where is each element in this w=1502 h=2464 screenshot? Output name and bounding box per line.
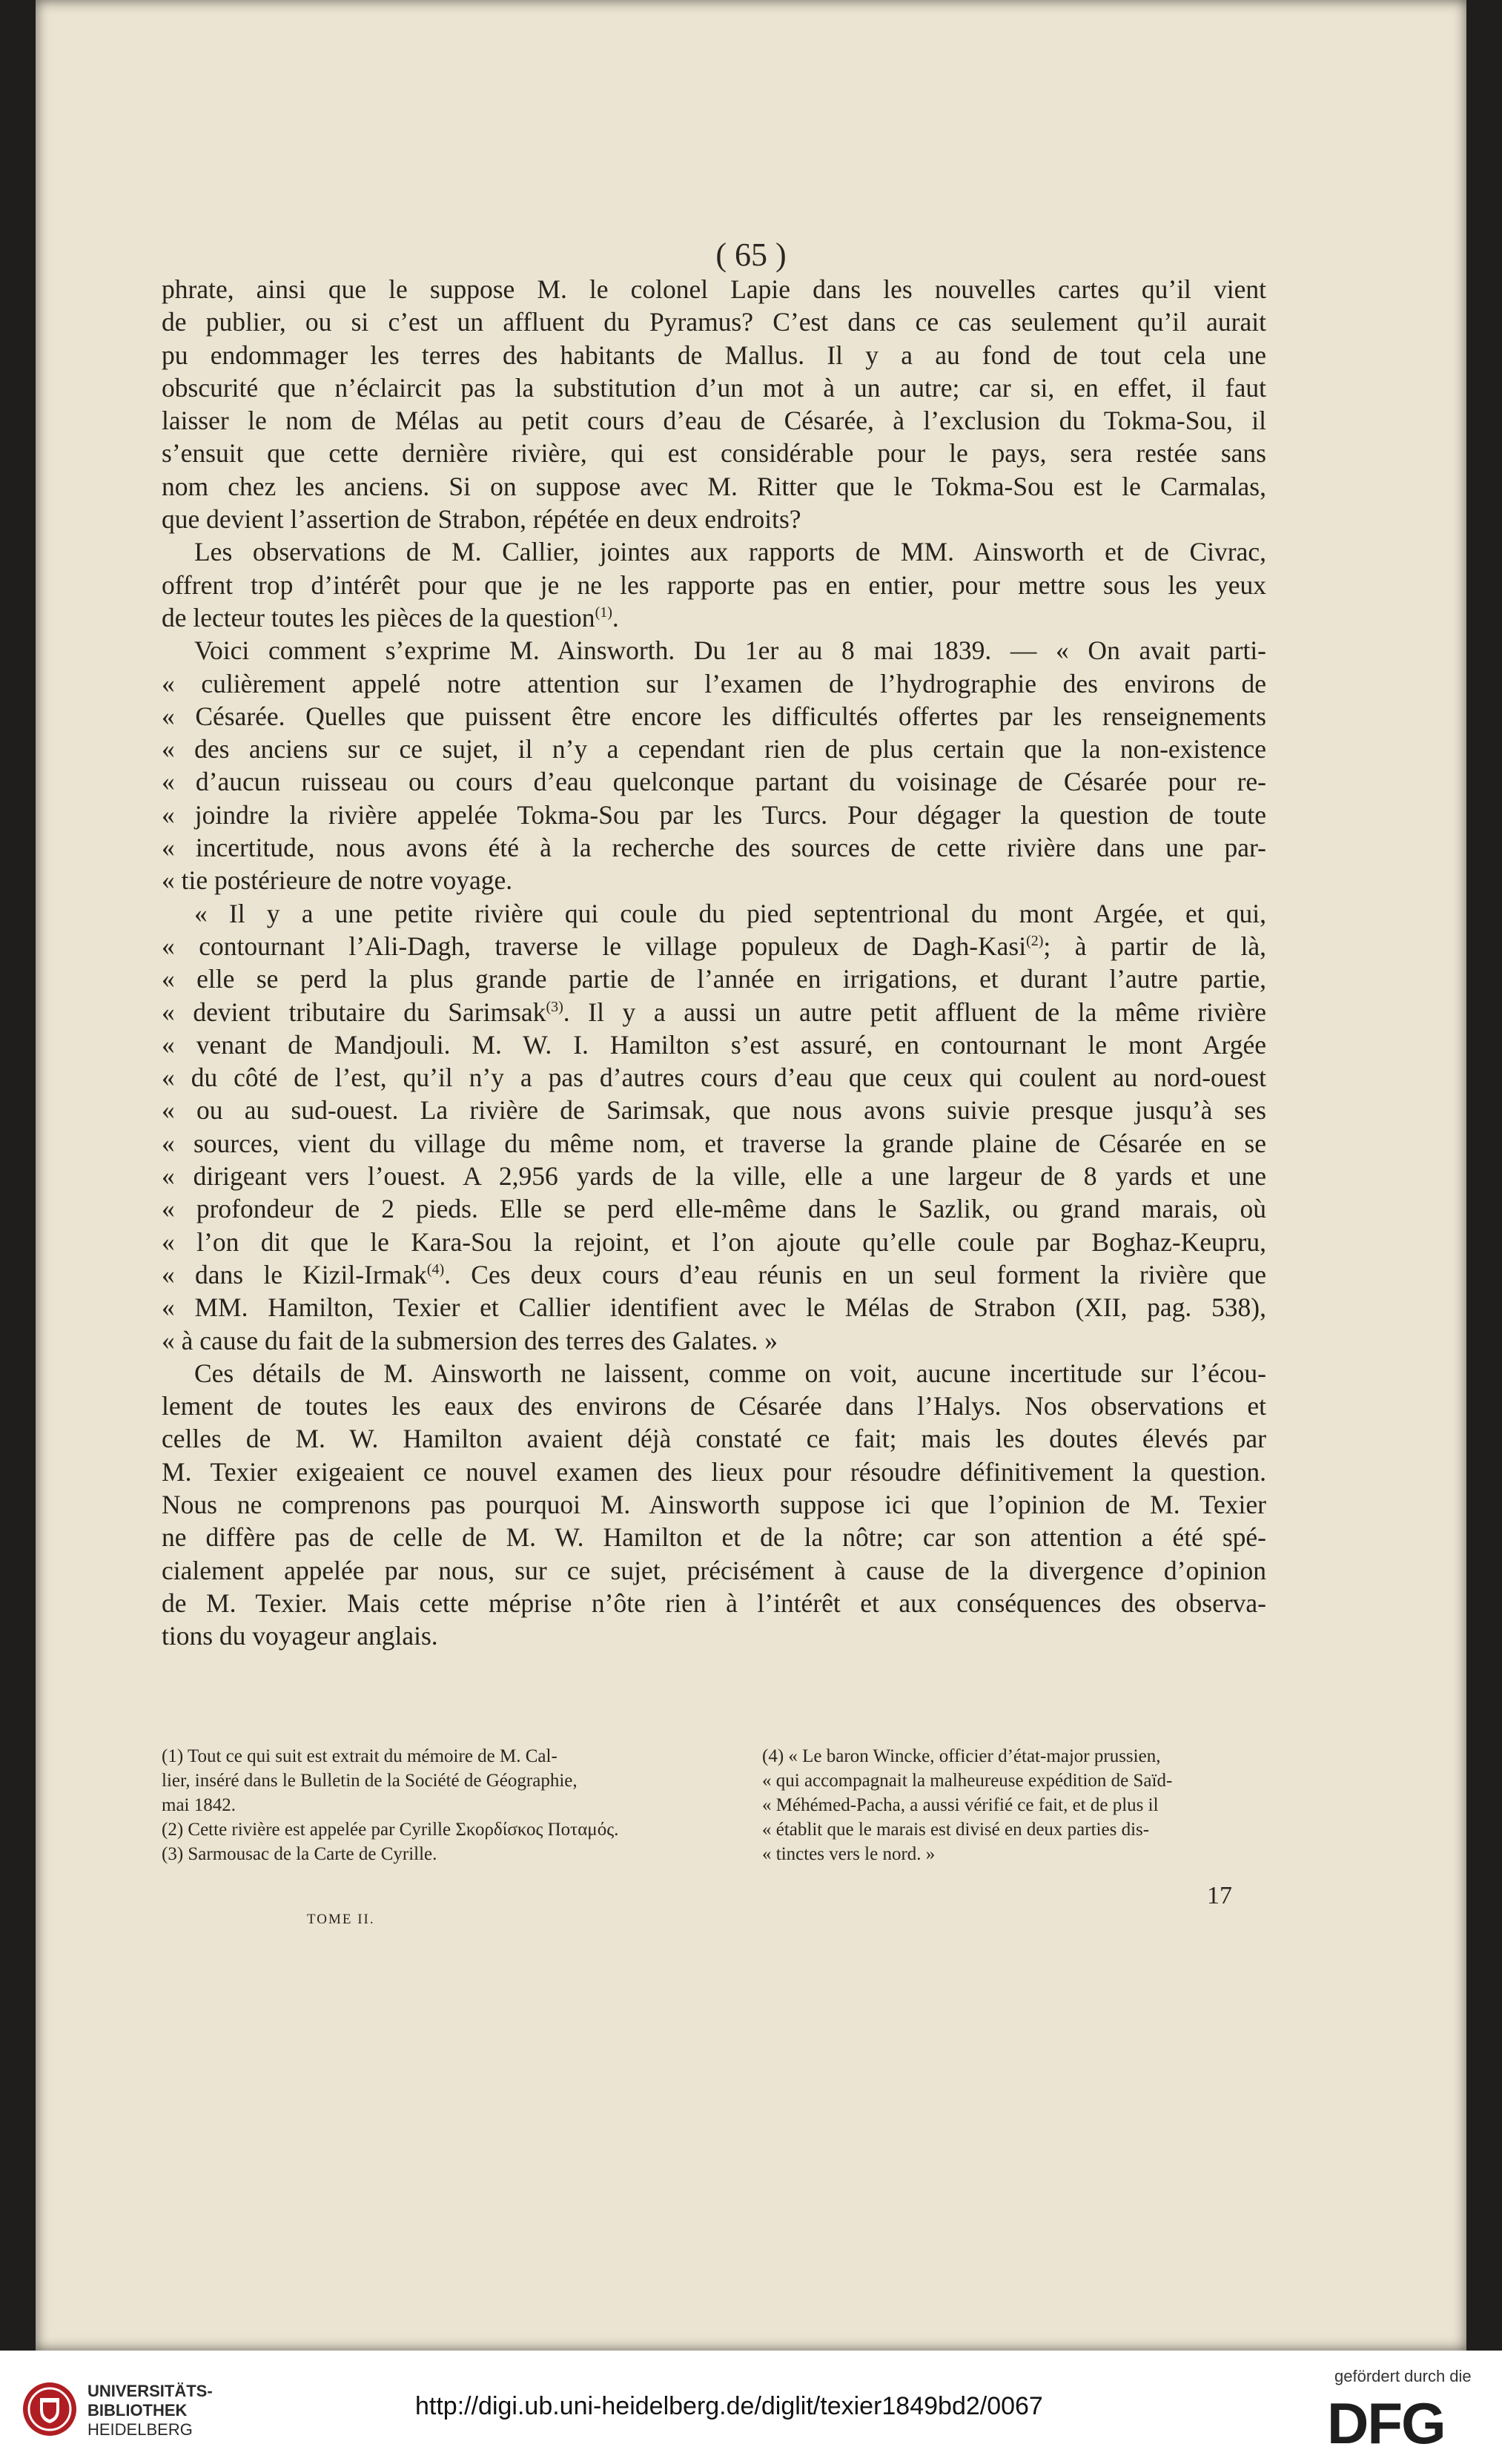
- text-line: « dirigeant vers l’ouest. A 2,956 yards de la ville, elle a une largeur de 8 yards et une: [162, 1161, 1266, 1192]
- page-number: ( 65 ): [715, 237, 787, 273]
- text-line: Ces détails de M. Ainsworth ne laissent, comme on voit, aucune incertitude sur l’écou-: [194, 1358, 1266, 1388]
- institution-line-2: BIBLIOTHEK: [87, 2401, 188, 2420]
- institution-name: [87, 2382, 213, 2440]
- text-line: « dans le Kizil-Irmak$^{(4)}$. Ces deux cours d’eau réunis en un seul forment la rivière que: [162, 1259, 1266, 1289]
- text-line: « devient tributaire du Sarimsak$^{(3)}$. Il y a aussi un autre petit affluent de la même rivière: [162, 997, 1266, 1027]
- institution-line-3: HEIDELBERG: [87, 2420, 193, 2439]
- text-line: « elle se perd la plus grande partie de l’année en irrigations, et durant l’autre partie,: [162, 964, 1266, 994]
- text-line: tions du voyageur anglais.: [162, 1621, 438, 1651]
- text-line: « l’on dit que le Kara-Sou la rejoint, et l’on ajoute qu’elle coule par Boghaz-Keupru,: [162, 1226, 1266, 1257]
- viewer-footer: [0, 2351, 1502, 2464]
- text-line: de publier, ou si c’est un affluent du Pyramus? C’est dans ce cas seulement qu’il aurait: [162, 307, 1266, 337]
- text-line: « incertitude, nous avons été à la recherche des sources de cette rivière dans une par-: [162, 833, 1266, 863]
- text-line: pu endommager les terres des habitants de Mallus. Il y a au fond de tout cela une: [162, 340, 1266, 370]
- footnote-marker: (2): [1026, 933, 1044, 950]
- text-line: nom chez les anciens. Si on suppose avec M. Ritter que le Tokma-Sou est le Carmalas,: [162, 471, 1266, 501]
- volume-label: TOME II.: [307, 1912, 375, 1927]
- footnote-marker: (1): [595, 604, 612, 621]
- text-line: de lecteur toutes les pièces de la question$^{(1)}$.: [162, 602, 619, 632]
- funding-label: gefördert durch die: [1334, 2367, 1472, 2385]
- text-line: « à cause du fait de la submersion des terres des Galates. »: [162, 1325, 778, 1355]
- text-line: « ou au sud-ouest. La rivière de Sarimsak, que nous avons suivie presque jusqu’à ses: [162, 1095, 1266, 1126]
- footnote-line: « établit que le marais est divisé en deux parties dis-: [762, 1820, 1150, 1840]
- footnote-line: « Méhémed-Pacha, a aussi vérifié ce fait, et de plus il: [762, 1795, 1159, 1815]
- text-line: « d’aucun ruisseau ou cours d’eau quelconque partant du voisinage de Césarée pour re-: [162, 767, 1266, 797]
- footnote-line: « tinctes vers le nord. »: [762, 1844, 936, 1864]
- footnote-line: (4) « Le baron Wincke, officier d’état-major prussien,: [762, 1746, 1161, 1766]
- text-line: « des anciens sur ce sujet, il n’y a cependant rien de plus certain que la non-existence: [162, 734, 1266, 764]
- permalink-url[interactable]: http://digi.ub.uni-heidelberg.de/diglit/texier1849bd2/0067: [415, 2392, 1043, 2420]
- footnote-marker: (3): [546, 998, 563, 1015]
- footnote-line: (1) Tout ce qui suit est extrait du mémoire de M. Cal-: [162, 1746, 558, 1766]
- text-line: « du côté de l’est, qu’il n’y a pas d’autres cours d’eau que ceux qui coulent au nord-ouest: [162, 1063, 1266, 1093]
- footnotes-right-column: [762, 1744, 1266, 1866]
- text-line: offrent trop d’intérêt pour que je ne les rapporte pas en entier, pour mettre sous les yeux: [162, 569, 1266, 600]
- footnotes-left-column: [162, 1744, 644, 1866]
- text-line: Les observations de M. Callier, jointes aux rapports de MM. Ainsworth et de Civrac,: [194, 537, 1266, 567]
- text-line: Voici comment s’exprime M. Ainsworth. Du 1er au 8 mai 1839. — « On avait parti-: [194, 635, 1266, 666]
- institution-line-1: UNIVERSITÄTS-: [87, 2382, 213, 2400]
- text-line: s’ensuit que cette dernière rivière, qui est considérable pour le pays, sera restée sans: [162, 438, 1266, 469]
- dfg-logo: DFG: [1327, 2391, 1445, 2456]
- university-seal-icon: [21, 2380, 79, 2438]
- text-line: ne diffère pas de celle de M. W. Hamilton et de la nôtre; car son attention a été spé-: [162, 1522, 1266, 1553]
- text-line: celles de M. W. Hamilton avaient déjà constaté ce fait; mais les doutes élevés par: [162, 1424, 1266, 1454]
- scanned-page: [36, 0, 1466, 2351]
- text-line: « venant de Mandjouli. M. W. I. Hamilton s’est assuré, en contournant le mont Argée: [162, 1029, 1266, 1060]
- text-line: « Césarée. Quelles que puissent être encore les difficultés offertes par les renseignements: [162, 701, 1266, 731]
- footnote-line: « qui accompagnait la malheureuse expédition de Saïd-: [762, 1771, 1173, 1791]
- text-line: Nous ne comprenons pas pourquoi M. Ainsworth suppose ici que l’opinion de M. Texier: [162, 1489, 1266, 1519]
- text-line: « sources, vient du village du même nom, et traverse la grande plaine de Césarée en se: [162, 1128, 1266, 1158]
- text-line: « joindre la rivière appelée Tokma-Sou par les Turcs. Pour dégager la question de toute: [162, 799, 1266, 830]
- text-line: « culièrement appelé notre attention sur l’examen de l’hydrographie des environs de: [162, 668, 1266, 698]
- body-text: [162, 273, 1266, 1652]
- text-line: que devient l’assertion de Strabon, répétée en deux endroits?: [162, 504, 801, 535]
- text-line: de M. Texier. Mais cette méprise n’ôte rien à l’intérêt et aux conséquences des observa-: [162, 1588, 1266, 1618]
- text-line: « tie postérieure de notre voyage.: [162, 865, 513, 896]
- text-line: « Il y a une petite rivière qui coule du pied septentrional du mont Argée, et qui,: [194, 898, 1266, 928]
- text-line: « profondeur de 2 pieds. Elle se perd elle-même dans le Sazlik, ou grand marais, où: [162, 1194, 1266, 1224]
- text-line: cialement appelée par nous, sur ce sujet, précisément à cause de la divergence d’opinion: [162, 1555, 1266, 1585]
- text-line: phrate, ainsi que le suppose M. le colonel Lapie dans les nouvelles cartes qu’il vient: [162, 274, 1266, 304]
- signature-mark: 17: [1207, 1882, 1232, 1909]
- footnote-line: (3) Sarmousac de la Carte de Cyrille.: [162, 1844, 437, 1864]
- footnote-line: mai 1842.: [162, 1795, 236, 1815]
- footnote-line: (2) Cette rivière est appelée par Cyrille Σκορδίσκος Ποταμός.: [162, 1820, 619, 1840]
- footnote-marker: (4): [426, 1261, 445, 1278]
- text-line: « MM. Hamilton, Texier et Callier identifient avec le Mélas de Strabon (XII, pag. 538),: [162, 1292, 1266, 1323]
- text-line: M. Texier exigeaient ce nouvel examen des lieux pour résoudre définitivement la question.: [162, 1456, 1266, 1487]
- text-line: laisser le nom de Mélas au petit cours d’eau de Césarée, à l’exclusion du Tokma-Sou, il: [162, 406, 1266, 436]
- text-line: « contournant l’Ali-Dagh, traverse le village populeux de Dagh-Kasi$^{(2)}$; à partir de là,: [162, 931, 1266, 961]
- text-line: obscurité que n’éclaircit pas la substitution d’un mot à un autre; car si, en effet, il faut: [162, 372, 1266, 403]
- text-line: lement de toutes les eaux des environs de Césarée dans l’Halys. Nos observations et: [162, 1391, 1266, 1421]
- footnote-line: lier, inséré dans le Bulletin de la Société de Géographie,: [162, 1771, 578, 1791]
